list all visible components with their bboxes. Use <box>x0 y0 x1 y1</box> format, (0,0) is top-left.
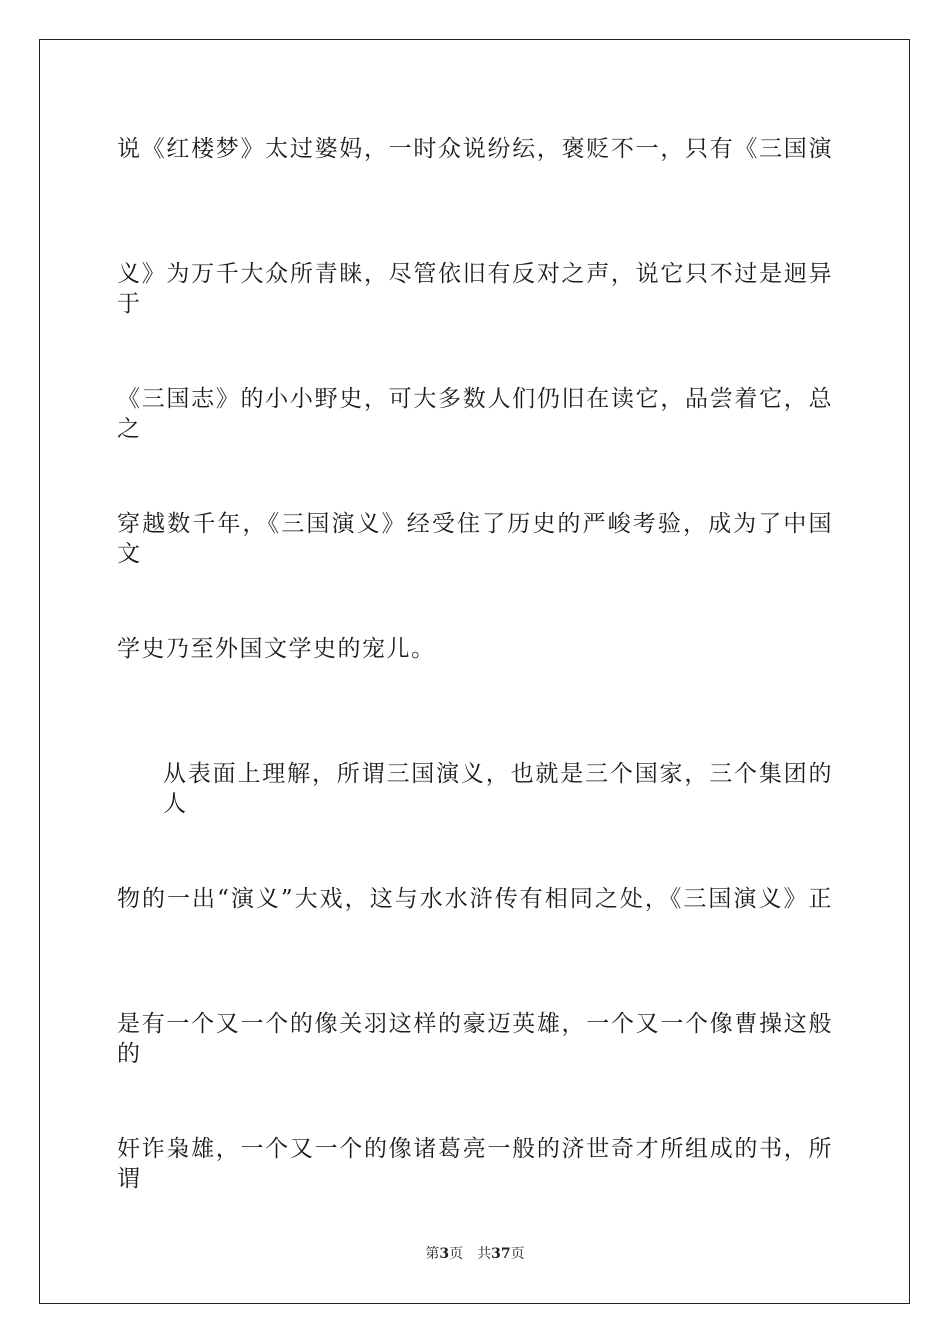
text-line-3: 《三国志》的小小野史，可大多数人们仍旧在读它，品尝着它，总之 <box>117 386 833 442</box>
text-line-9: 奸诈枭雄，一个又一个的像诸葛亮一般的济世奇才所组成的书，所谓 <box>117 1136 833 1192</box>
text-line-7: 物的一出“演义”大戏，这与水水浒传有相同之处，《三国演义》正 <box>117 886 833 912</box>
text-line-8: 是有一个又一个的像关羽这样的豪迈英雄，一个又一个像曹操这般的 <box>117 1011 833 1067</box>
text-line-5: 学史乃至外国文学史的宠儿。 <box>117 636 436 662</box>
page-footer <box>0 1245 950 1263</box>
page-number: 3 <box>439 1246 450 1262</box>
page-border <box>39 39 910 1304</box>
total-suffix: 页 <box>510 1246 525 1262</box>
page-prefix: 第 <box>425 1246 440 1262</box>
total-prefix: 共 <box>477 1246 492 1262</box>
text-line-6: 从表面上理解，所谓三国演义，也就是三个国家，三个集团的人 <box>163 761 833 817</box>
total-pages: 37 <box>491 1246 511 1262</box>
text-line-1: 说《红楼梦》太过婆妈，一时众说纷纭，褒贬不一，只有《三国演 <box>117 136 833 162</box>
page-suffix: 页 <box>449 1246 464 1262</box>
text-line-4: 穿越数千年，《三国演义》经受住了历史的严峻考验，成为了中国文 <box>117 511 833 567</box>
text-line-2: 义》为万千大众所青睐，尽管依旧有反对之声，说它只不过是迥异于 <box>117 261 833 317</box>
